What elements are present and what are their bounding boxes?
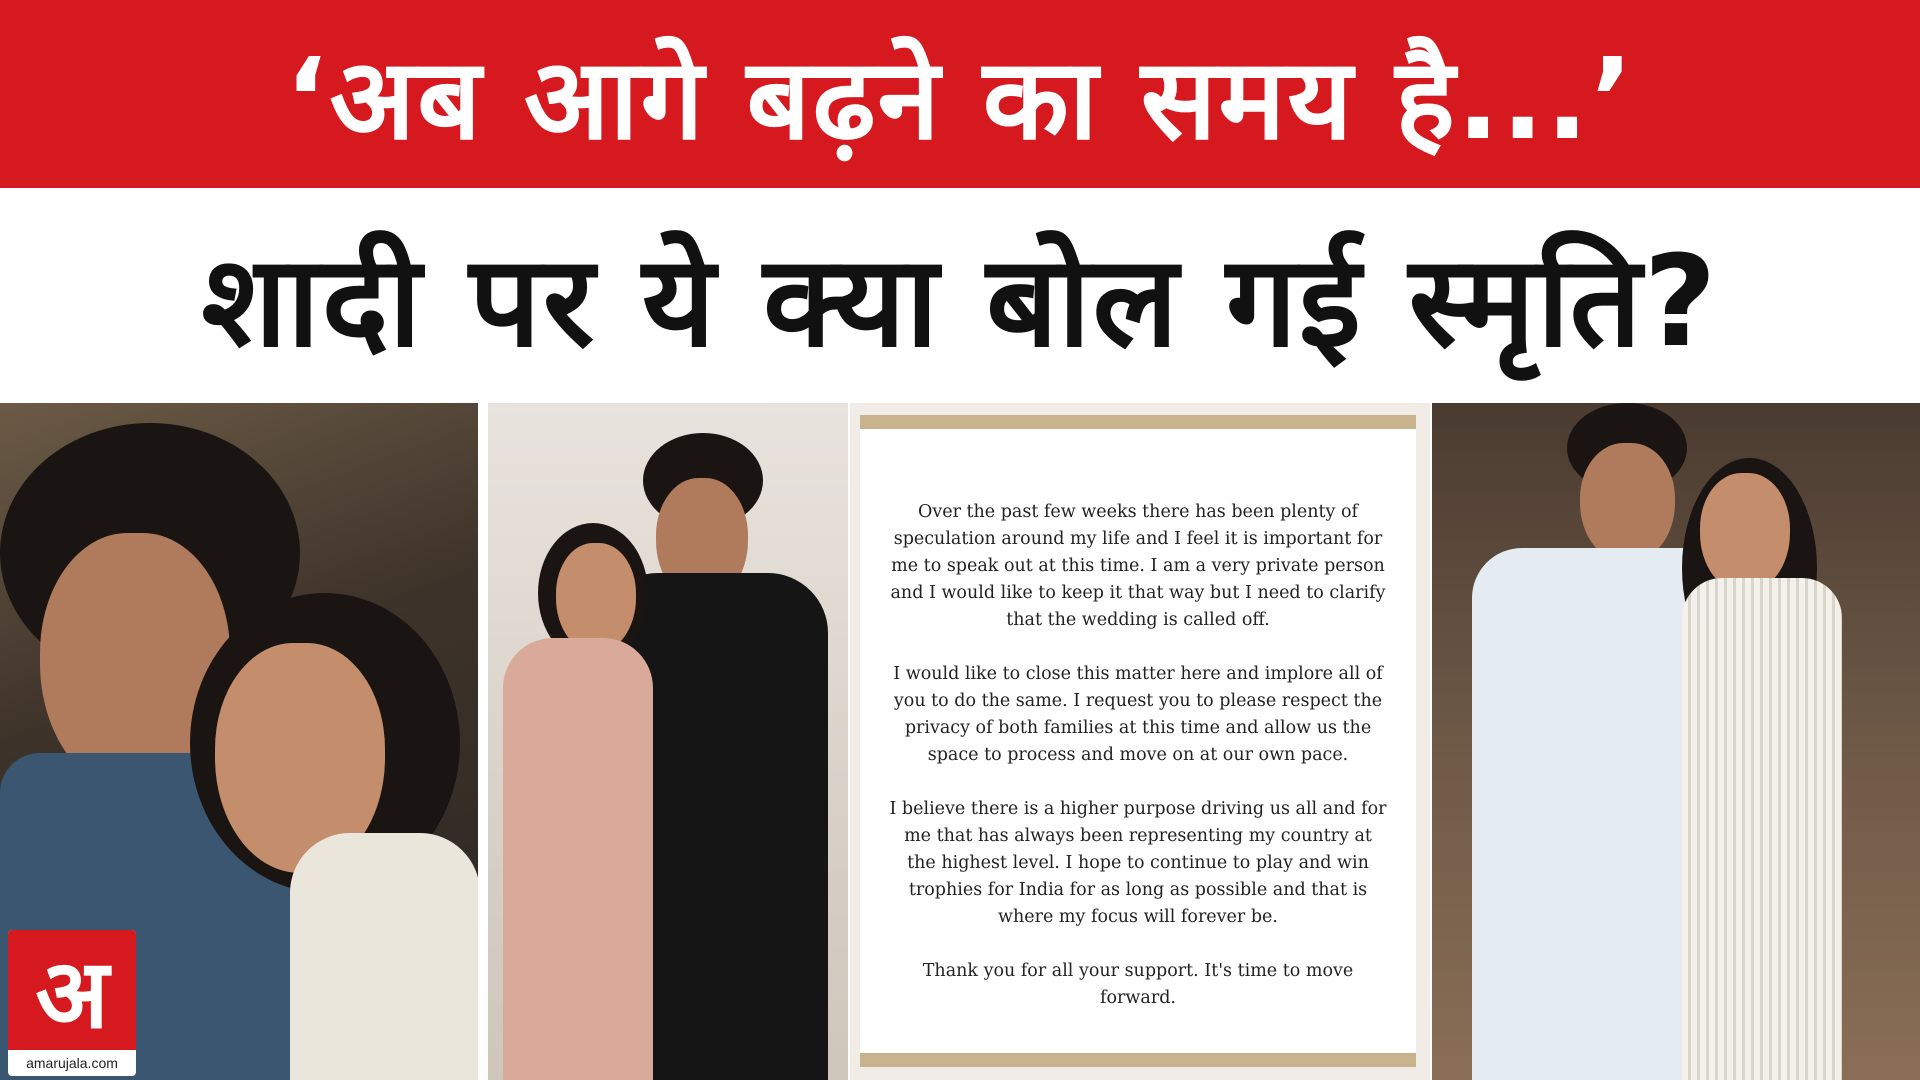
statement-paragraph: I believe there is a higher purpose driving us all and for me that has always been representing my country at the highest level. I hope to continue to play and win trophies for India for as long as possible and that is where my focus will forever be. [889,799,1387,927]
headline-line1: ‘अब आगे बढ़ने का समय है...’ [284,34,1636,165]
headline-banner [0,0,1920,188]
statement-paragraph: Thank you for all your support. It's time to move forward. [922,961,1354,1008]
photo-hug [488,403,848,1080]
logo-domain: amarujala.com [26,1055,118,1071]
statement-panel [850,403,1430,1080]
amarujala-logo [8,930,136,1076]
headline-subhead [0,188,1920,403]
statement-paragraph: I would like to close this matter here and implore all of you to do the same. I request you to please respect the privacy of both families at this time and allow us the space to process and move on at our own pace. [893,664,1383,765]
statement-card [860,415,1416,1067]
headline-line2: शादी पर ये क्या बोल गई स्मृति? [201,227,1719,375]
photo-couple [1432,403,1920,1080]
statement-paragraph: Over the past few weeks there has been plenty of speculation around my life and I feel it is important for me to speak out at this time. I am a very private person and I would like to keep it that way but I need to clarify that the wedding is called off. [890,502,1386,630]
logo-mark: अ [8,930,136,1050]
